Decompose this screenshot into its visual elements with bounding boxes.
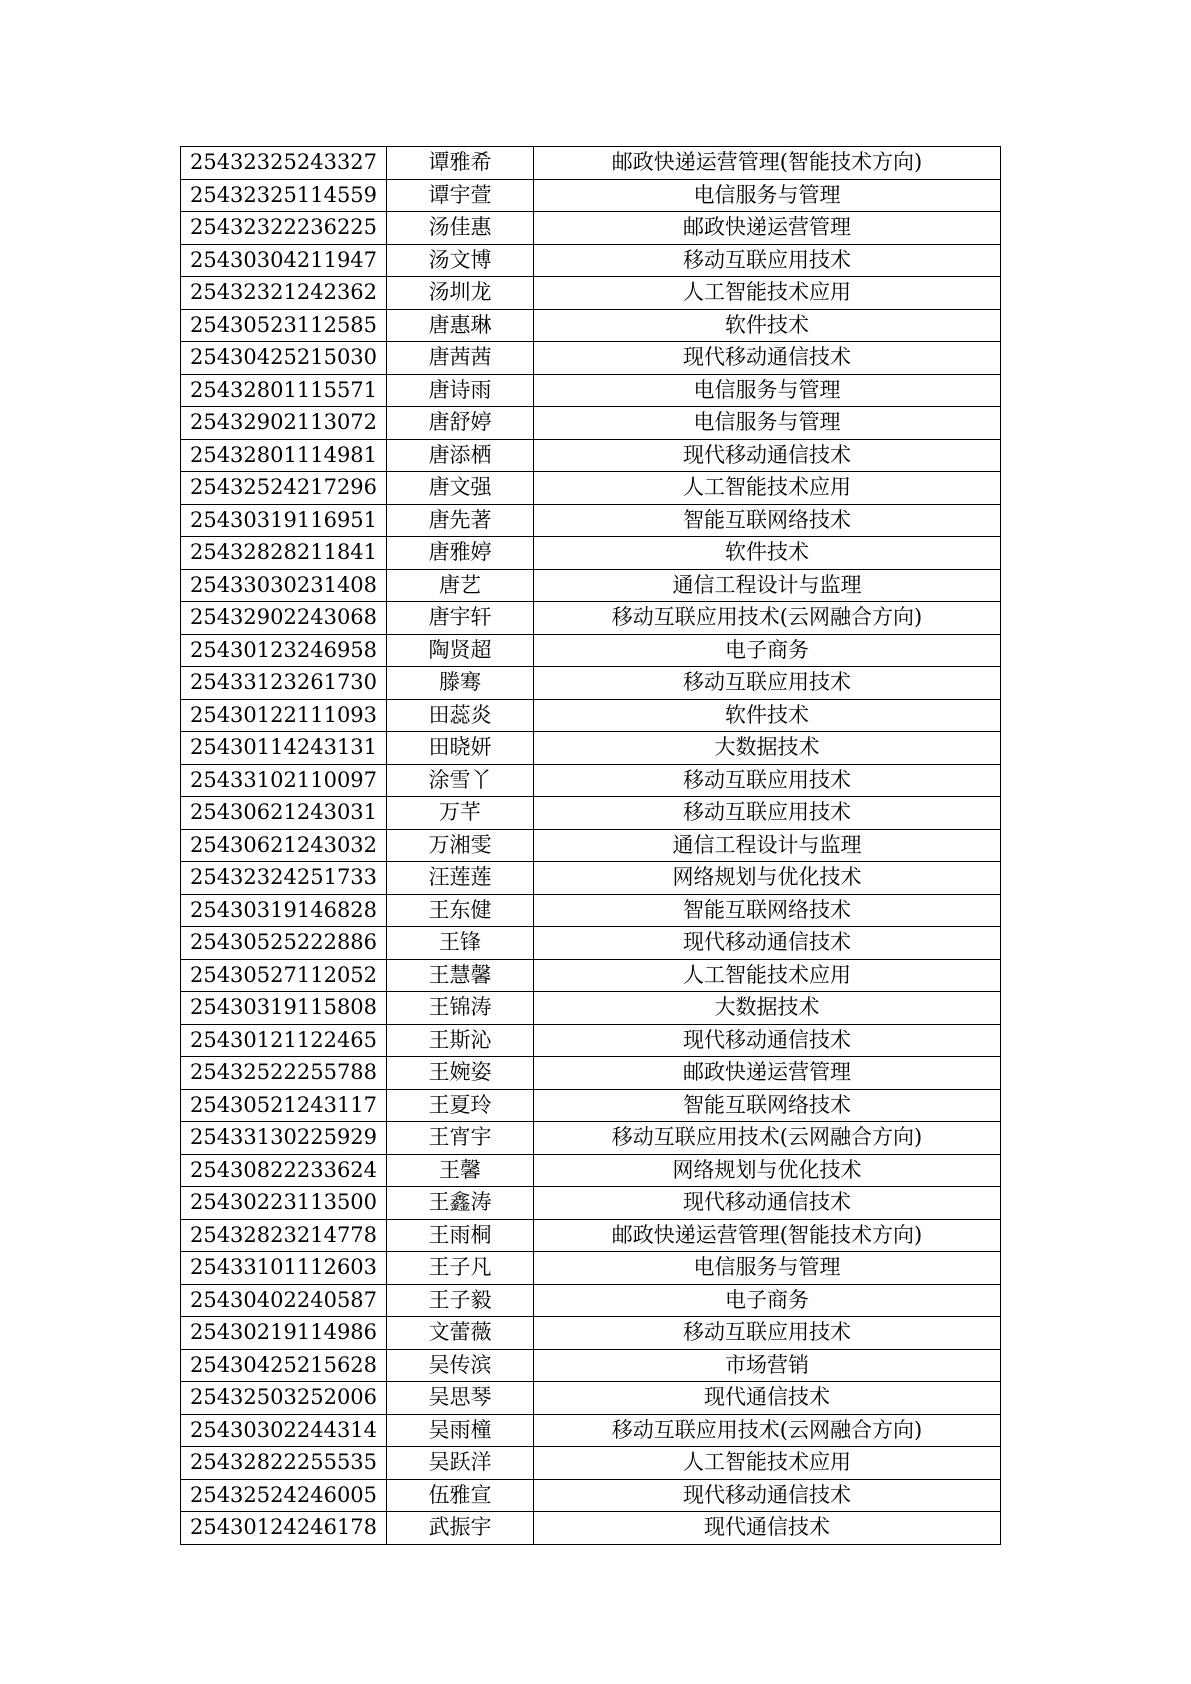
student-name-cell: 万芊 — [387, 797, 534, 830]
student-name-cell: 汪莲莲 — [387, 862, 534, 895]
student-name-cell: 田晓妍 — [387, 732, 534, 765]
student-name-cell: 唐诗雨 — [387, 374, 534, 407]
student-name-cell: 吴跃洋 — [387, 1447, 534, 1480]
exam-number-cell: 25430114243131 — [181, 732, 387, 765]
exam-number-cell: 25430121122465 — [181, 1024, 387, 1057]
major-cell: 电信服务与管理 — [534, 407, 1001, 440]
table-row — [181, 309, 1001, 342]
table-row — [181, 797, 1001, 830]
exam-number-cell: 25432524217296 — [181, 472, 387, 505]
exam-number-cell: 25433030231408 — [181, 569, 387, 602]
major-cell: 邮政快递运营管理 — [534, 1057, 1001, 1090]
student-name-cell: 伍雅宣 — [387, 1479, 534, 1512]
exam-number-cell: 25430304211947 — [181, 244, 387, 277]
table-row — [181, 244, 1001, 277]
table-row — [181, 1024, 1001, 1057]
student-name-cell: 王馨 — [387, 1154, 534, 1187]
table-row — [181, 439, 1001, 472]
table-row — [181, 1479, 1001, 1512]
student-name-cell: 吴思琴 — [387, 1382, 534, 1415]
roster-body — [181, 147, 1001, 1545]
student-name-cell: 王夏玲 — [387, 1089, 534, 1122]
table-row — [181, 342, 1001, 375]
table-row — [181, 1382, 1001, 1415]
major-cell: 邮政快递运营管理(智能技术方向) — [534, 1219, 1001, 1252]
table-row — [181, 927, 1001, 960]
exam-number-cell: 25430621243031 — [181, 797, 387, 830]
major-cell: 现代移动通信技术 — [534, 1187, 1001, 1220]
student-name-cell: 谭宇萱 — [387, 179, 534, 212]
exam-number-cell: 25430822233624 — [181, 1154, 387, 1187]
table-row — [181, 374, 1001, 407]
major-cell: 电信服务与管理 — [534, 374, 1001, 407]
exam-number-cell: 25430621243032 — [181, 829, 387, 862]
exam-number-cell: 25432828211841 — [181, 537, 387, 570]
exam-number-cell: 25432801115571 — [181, 374, 387, 407]
student-name-cell: 唐先著 — [387, 504, 534, 537]
table-row — [181, 602, 1001, 635]
student-name-cell: 涂雪丫 — [387, 764, 534, 797]
exam-number-cell: 25432902113072 — [181, 407, 387, 440]
major-cell: 现代移动通信技术 — [534, 1024, 1001, 1057]
student-name-cell: 文蕾薇 — [387, 1317, 534, 1350]
student-name-cell: 王子凡 — [387, 1252, 534, 1285]
exam-number-cell: 25430319115808 — [181, 992, 387, 1025]
major-cell: 人工智能技术应用 — [534, 472, 1001, 505]
student-name-cell: 唐雅婷 — [387, 537, 534, 570]
student-name-cell: 王宵宇 — [387, 1122, 534, 1155]
major-cell: 移动互联应用技术(云网融合方向) — [534, 1414, 1001, 1447]
student-name-cell: 唐舒婷 — [387, 407, 534, 440]
major-cell: 电信服务与管理 — [534, 179, 1001, 212]
major-cell: 人工智能技术应用 — [534, 1447, 1001, 1480]
exam-number-cell: 25430219114986 — [181, 1317, 387, 1350]
table-row — [181, 569, 1001, 602]
student-name-cell: 汤圳龙 — [387, 277, 534, 310]
student-name-cell: 武振宇 — [387, 1512, 534, 1545]
table-row — [181, 1057, 1001, 1090]
major-cell: 软件技术 — [534, 699, 1001, 732]
exam-number-cell: 25432902243068 — [181, 602, 387, 635]
table-row — [181, 1122, 1001, 1155]
student-name-cell: 王锦涛 — [387, 992, 534, 1025]
exam-number-cell: 25430122111093 — [181, 699, 387, 732]
table-row — [181, 732, 1001, 765]
student-name-cell: 万湘雯 — [387, 829, 534, 862]
major-cell: 移动互联应用技术 — [534, 797, 1001, 830]
major-cell: 智能互联网络技术 — [534, 1089, 1001, 1122]
major-cell: 网络规划与优化技术 — [534, 1154, 1001, 1187]
exam-number-cell: 25433101112603 — [181, 1252, 387, 1285]
major-cell: 通信工程设计与监理 — [534, 569, 1001, 602]
table-row — [181, 894, 1001, 927]
student-name-cell: 唐茜茜 — [387, 342, 534, 375]
student-name-cell: 王鑫涛 — [387, 1187, 534, 1220]
table-row — [181, 537, 1001, 570]
major-cell: 移动互联应用技术 — [534, 667, 1001, 700]
major-cell: 软件技术 — [534, 309, 1001, 342]
table-row — [181, 1414, 1001, 1447]
exam-number-cell: 25430223113500 — [181, 1187, 387, 1220]
table-row — [181, 699, 1001, 732]
table-row — [181, 1187, 1001, 1220]
student-name-cell: 王锋 — [387, 927, 534, 960]
table-row — [181, 829, 1001, 862]
student-roster-table — [180, 146, 1001, 1545]
major-cell: 市场营销 — [534, 1349, 1001, 1382]
major-cell: 智能互联网络技术 — [534, 894, 1001, 927]
table-row — [181, 1447, 1001, 1480]
table-row — [181, 1089, 1001, 1122]
major-cell: 人工智能技术应用 — [534, 959, 1001, 992]
student-name-cell: 唐宇轩 — [387, 602, 534, 635]
exam-number-cell: 25430527112052 — [181, 959, 387, 992]
major-cell: 网络规划与优化技术 — [534, 862, 1001, 895]
major-cell: 移动互联应用技术 — [534, 764, 1001, 797]
table-row — [181, 1154, 1001, 1187]
student-name-cell: 唐惠琳 — [387, 309, 534, 342]
major-cell: 大数据技术 — [534, 732, 1001, 765]
exam-number-cell: 25430319116951 — [181, 504, 387, 537]
student-name-cell: 王婉姿 — [387, 1057, 534, 1090]
student-name-cell: 吴传滨 — [387, 1349, 534, 1382]
table-row — [181, 277, 1001, 310]
student-name-cell: 田蕊炎 — [387, 699, 534, 732]
major-cell: 现代移动通信技术 — [534, 439, 1001, 472]
table-row — [181, 407, 1001, 440]
student-name-cell: 汤文博 — [387, 244, 534, 277]
table-row — [181, 1284, 1001, 1317]
table-row — [181, 959, 1001, 992]
exam-number-cell: 25433102110097 — [181, 764, 387, 797]
exam-number-cell: 25430525222886 — [181, 927, 387, 960]
major-cell: 现代移动通信技术 — [534, 927, 1001, 960]
student-name-cell: 王斯沁 — [387, 1024, 534, 1057]
major-cell: 电信服务与管理 — [534, 1252, 1001, 1285]
exam-number-cell: 25432321242362 — [181, 277, 387, 310]
table-row — [181, 634, 1001, 667]
major-cell: 现代移动通信技术 — [534, 342, 1001, 375]
major-cell: 现代通信技术 — [534, 1382, 1001, 1415]
table-row — [181, 1317, 1001, 1350]
exam-number-cell: 25432325243327 — [181, 147, 387, 180]
exam-number-cell: 25430123246958 — [181, 634, 387, 667]
exam-number-cell: 25432801114981 — [181, 439, 387, 472]
student-name-cell: 王雨桐 — [387, 1219, 534, 1252]
student-name-cell: 王慧馨 — [387, 959, 534, 992]
exam-number-cell: 25433130225929 — [181, 1122, 387, 1155]
exam-number-cell: 25432503252006 — [181, 1382, 387, 1415]
table-row — [181, 667, 1001, 700]
table-row — [181, 147, 1001, 180]
student-name-cell: 唐文强 — [387, 472, 534, 505]
student-name-cell: 汤佳惠 — [387, 212, 534, 245]
table-row — [181, 472, 1001, 505]
student-name-cell: 谭雅希 — [387, 147, 534, 180]
major-cell: 邮政快递运营管理 — [534, 212, 1001, 245]
table-row — [181, 212, 1001, 245]
student-name-cell: 唐艺 — [387, 569, 534, 602]
table-row — [181, 504, 1001, 537]
student-name-cell: 陶贤超 — [387, 634, 534, 667]
student-name-cell: 吴雨橦 — [387, 1414, 534, 1447]
table-row — [181, 1252, 1001, 1285]
exam-number-cell: 25430302244314 — [181, 1414, 387, 1447]
exam-number-cell: 25433123261730 — [181, 667, 387, 700]
table-row — [181, 179, 1001, 212]
exam-number-cell: 25430124246178 — [181, 1512, 387, 1545]
major-cell: 软件技术 — [534, 537, 1001, 570]
table-row — [181, 1349, 1001, 1382]
major-cell: 移动互联应用技术 — [534, 1317, 1001, 1350]
exam-number-cell: 25432324251733 — [181, 862, 387, 895]
exam-number-cell: 25430319146828 — [181, 894, 387, 927]
exam-number-cell: 25430521243117 — [181, 1089, 387, 1122]
exam-number-cell: 25430523112585 — [181, 309, 387, 342]
table-row — [181, 1512, 1001, 1545]
table-row — [181, 862, 1001, 895]
student-name-cell: 唐添栖 — [387, 439, 534, 472]
exam-number-cell: 25430425215628 — [181, 1349, 387, 1382]
major-cell: 移动互联应用技术(云网融合方向) — [534, 602, 1001, 635]
student-name-cell: 滕骞 — [387, 667, 534, 700]
table-row — [181, 992, 1001, 1025]
student-name-cell: 王子毅 — [387, 1284, 534, 1317]
exam-number-cell: 25432325114559 — [181, 179, 387, 212]
table-row — [181, 1219, 1001, 1252]
major-cell: 人工智能技术应用 — [534, 277, 1001, 310]
major-cell: 电子商务 — [534, 634, 1001, 667]
major-cell: 邮政快递运营管理(智能技术方向) — [534, 147, 1001, 180]
exam-number-cell: 25430425215030 — [181, 342, 387, 375]
major-cell: 移动互联应用技术 — [534, 244, 1001, 277]
student-name-cell: 王东健 — [387, 894, 534, 927]
major-cell: 智能互联网络技术 — [534, 504, 1001, 537]
major-cell: 移动互联应用技术(云网融合方向) — [534, 1122, 1001, 1155]
exam-number-cell: 25432524246005 — [181, 1479, 387, 1512]
major-cell: 现代移动通信技术 — [534, 1479, 1001, 1512]
exam-number-cell: 25432522255788 — [181, 1057, 387, 1090]
exam-number-cell: 25432822255535 — [181, 1447, 387, 1480]
major-cell: 大数据技术 — [534, 992, 1001, 1025]
major-cell: 通信工程设计与监理 — [534, 829, 1001, 862]
major-cell: 现代通信技术 — [534, 1512, 1001, 1545]
exam-number-cell: 25432322236225 — [181, 212, 387, 245]
major-cell: 电子商务 — [534, 1284, 1001, 1317]
exam-number-cell: 25432823214778 — [181, 1219, 387, 1252]
table-row — [181, 764, 1001, 797]
exam-number-cell: 25430402240587 — [181, 1284, 387, 1317]
